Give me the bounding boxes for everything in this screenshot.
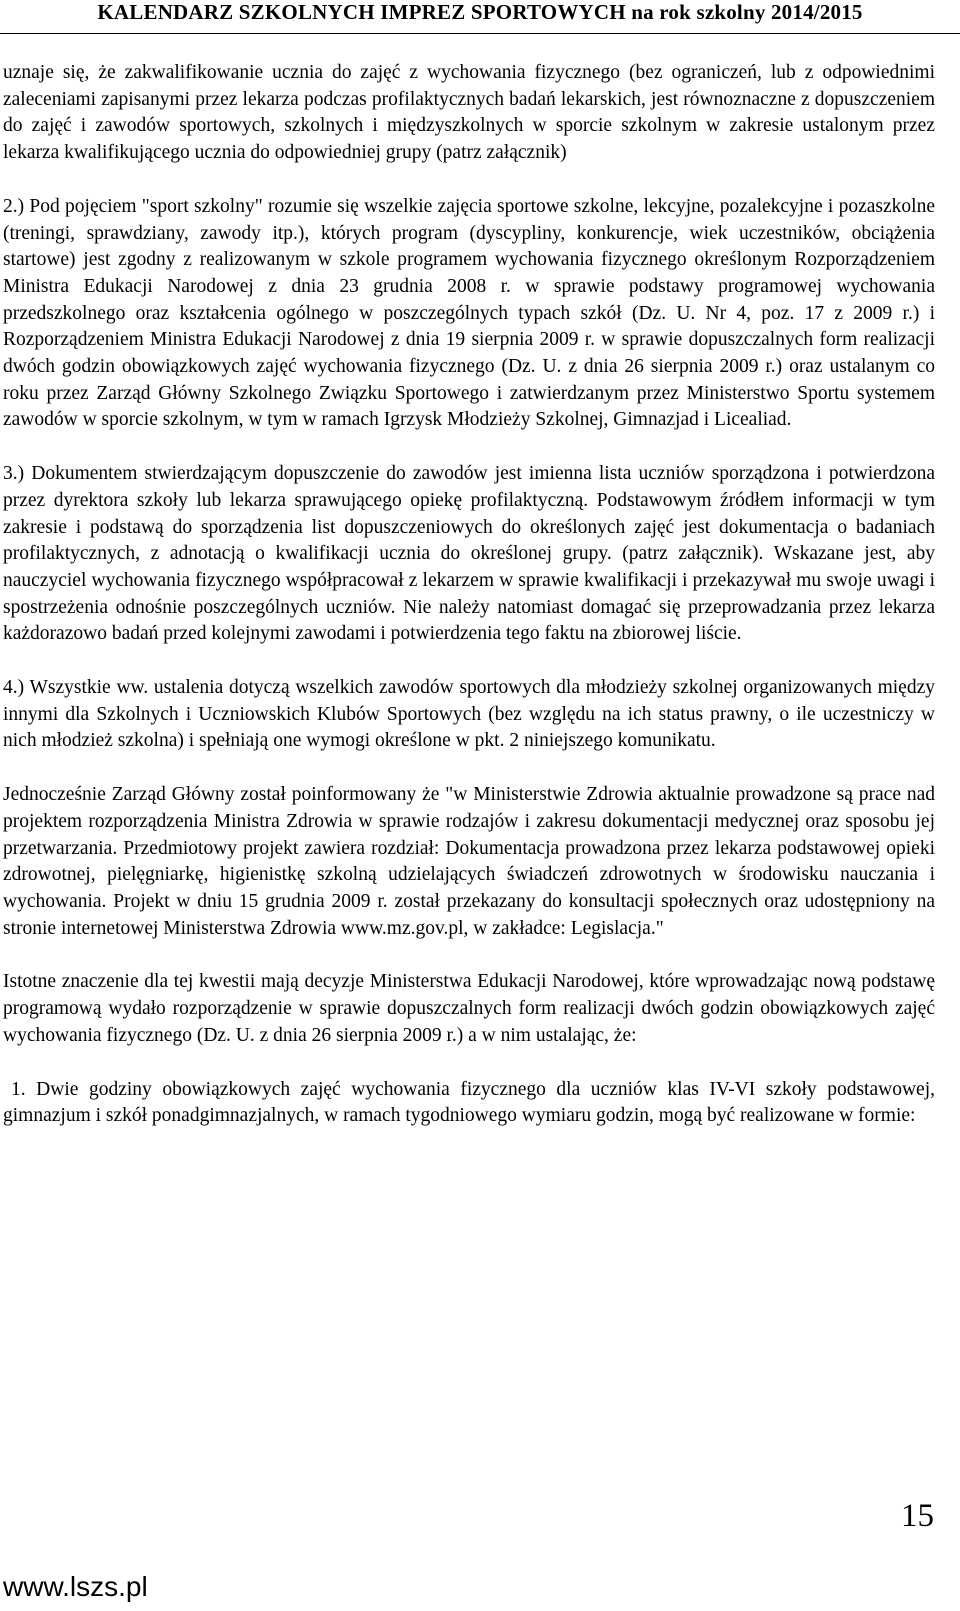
- paragraph-list-item-1: 1. Dwie godziny obowiązkowych zajęć wychowania fizycznego dla uczniów klas IV-VI szkoły podstawowej, gimnazjum i szkół ponadgimnazjalnych, w ramach tygodniowego wymiaru godzin, mogą być realizowane w formie:: [3, 1078, 935, 1127]
- paragraph-point-4: 4.) Wszystkie ww. ustalenia dotyczą wszelkich zawodów sportowych dla młodzieży szkolnej organizowanych między innymi dla Szkolnych i Uczniowskich Klubów Sportowych (bez względu na ich status prawny, o ile uczestniczy w nich młodzież szkolna) i spełniają one wymogi określone w pkt. 2 niniejszego komunikatu.: [3, 677, 935, 752]
- footer-website-url[interactable]: www.lszs.pl: [3, 1571, 148, 1602]
- page-header-title: KALENDARZ SZKOLNYCH IMPREZ SPORTOWYCH na rok szkolny 2014/2015: [97, 0, 863, 24]
- page-number: 15: [901, 1498, 934, 1534]
- paragraph-qualification: uznaje się, że zakwalifikowanie ucznia do zajęć z wychowania fizycznego (bez ograniczeń, lub z odpowiednimi zaleceniami zapisanymi przez lekarza podczas profilaktycznych badań lekarskich, jest równoznaczne z dopuszczeniem do zajęć i zawodów sportowych, szkolnych i międzyszkolnych w sporcie szkolnym w zakresie ustalonym przez lekarza kwalifikującego ucznia do odpowiedniej grupy (patrz załącznik): [3, 62, 935, 164]
- paragraph-point-3: 3.) Dokumentem stwierdzającym dopuszczenie do zawodów jest imienna lista uczniów sporządzona i potwierdzona przez dyrektora szkoły lub lekarza sprawującego opiekę profilaktyczną. Podstawowym źródłem informacji w tym zakresie i podstawą do sporządzenia list dopuszczeniowych do określonych zajęć jest dokumentacja o badaniach profilaktycznych, z adnotacją o kwalifikacji ucznia do określonej grupy. (patrz załącznik). Wskazane jest, aby nauczyciel wychowania fizycznego współpracował z lekarzem w sprawie kwalifikacji i przekazywał mu swoje uwagi i spostrzeżenia odnośnie poszczególnych uczniów. Nie należy natomiast domagać się przeprowadzania przez lekarza każdorazowo badań przed kolejnymi zawodami i potwierdzenia tego faktu na zbiorowej liście.: [3, 463, 935, 645]
- document-body: [3, 60, 935, 1157]
- paragraph-ministry-health: Jednocześnie Zarząd Główny został poinformowany że "w Ministerstwie Zdrowia aktualnie prowadzone są prace nad projektem rozporządzenia Ministra Zdrowia w sprawie rodzajów i zakresu dokumentacji medycznej oraz sposobu jej przetwarzania. Przedmiotowy projekt zawiera rozdział: Dokumentacja prowadzona przez lekarza podstawowej opieki zdrowotnej, pielęgniarkę, higienistkę szkolną udzielających świadczeń zdrowotnych w środowisku nauczania i wychowania. Projekt w dniu 15 grudnia 2009 r. został przekazany do konsultacji społecznych oraz udostępniony na stronie internetowej Ministerstwa Zdrowia www.mz.gov.pl, w zakładce: Legislacja.": [3, 784, 935, 939]
- paragraph-ministry-education: Istotne znaczenie dla tej kwestii mają decyzje Ministerstwa Edukacji Narodowej, które wprowadzając nową podstawę programową wydało rozporządzenie w sprawie dopuszczalnych form realizacji dwóch godzin obowiązkowych zajęć wychowania fizycznego (Dz. U. z dnia 26 sierpnia 2009 r.) a w nim ustalając, że:: [3, 971, 935, 1046]
- header-divider: [0, 33, 960, 34]
- paragraph-point-2: 2.) Pod pojęciem "sport szkolny" rozumie się wszelkie zajęcia sportowe szkolne, lekcyjne, pozalekcyjne i pozaszkolne (treningi, sprawdziany, zawody itp.), których program (dyscypliny, konkurencje, wiek uczestników, obciążenia startowe) jest zgodny z realizowanym w szkole programem wychowania fizycznego określonym Rozporządzeniem Ministra Edukacji Narodowej z dnia 23 grudnia 2008 r. w sprawie podstawy programowej wychowania przedszkolnego oraz kształcenia ogólnego w poszczególnych typach szkół (Dz. U. Nr 4, poz. 17 z 2009 r.) i Rozporządzeniem Ministra Edukacji Narodowej z dnia 19 sierpnia 2009 r. w sprawie dopuszczalnych form realizacji dwóch godzin obowiązkowych zajęć wychowania fizycznego (Dz. U. z dnia 26 sierpnia 2009 r.) oraz ustalanym co roku przez Zarząd Główny Szkolnego Związku Sportowego i zatwierdzanym przez Ministerstwo Sportu systemem zawodów w sporcie szkolnym, w tym w ramach Igrzysk Młodzieży Szkolnej, Gimnazjad i Licealiad.: [3, 195, 935, 431]
